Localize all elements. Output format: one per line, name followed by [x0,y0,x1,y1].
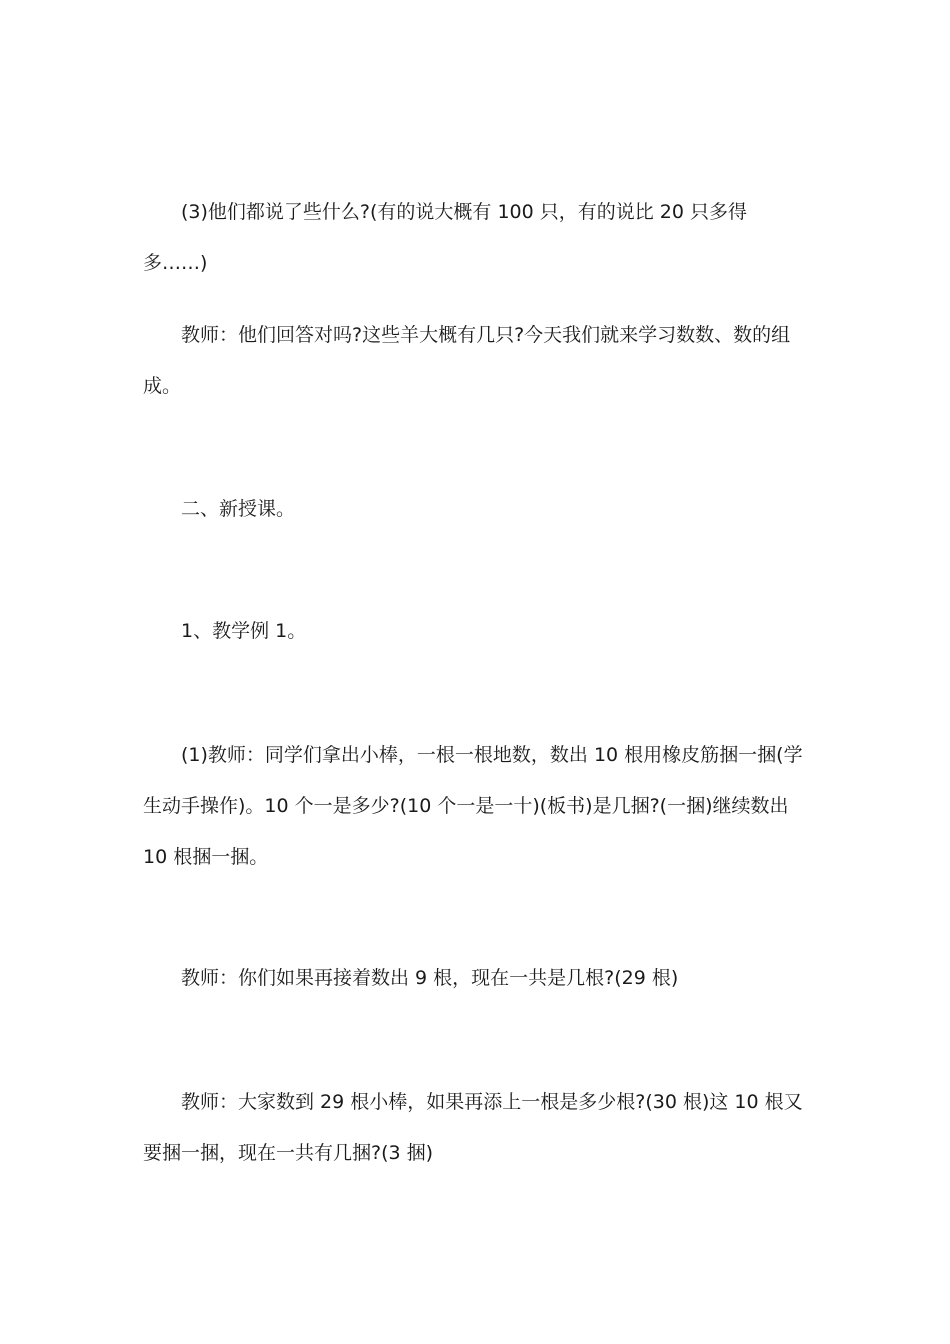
section-heading-new-lesson: 二、新授课。 [181,498,296,520]
paragraph-teacher-count-9: 教师：你们如果再接着数出 9 根，现在一共是几根?(29 根) [181,967,679,989]
paragraph-question-3: (3)他们都说了些什么?(有的说大概有 100 只，有的说比 20 只多得多……) [143,201,748,274]
subsection-heading-example-1: 1、教学例 1。 [181,620,307,642]
paragraph-step-1: (1)教师：同学们拿出小棒，一根一根地数，数出 10 根用橡皮筋捆一捆(学生动手操作)。10 个一是多少?(10 个一是一十)(板书)是几捆?(一捆)继续数出 10 根捆一捆。 [143,744,803,868]
paragraph-teacher-count-29: 教师：大家数到 29 根小棒，如果再添上一根是多少根?(30 根)这 10 根又要捆一捆，现在一共有几捆?(3 捆) [143,1091,803,1164]
paragraph-teacher-intro: 教师：他们回答对吗?这些羊大概有几只?今天我们就来学习数数、数的组成。 [143,324,791,397]
